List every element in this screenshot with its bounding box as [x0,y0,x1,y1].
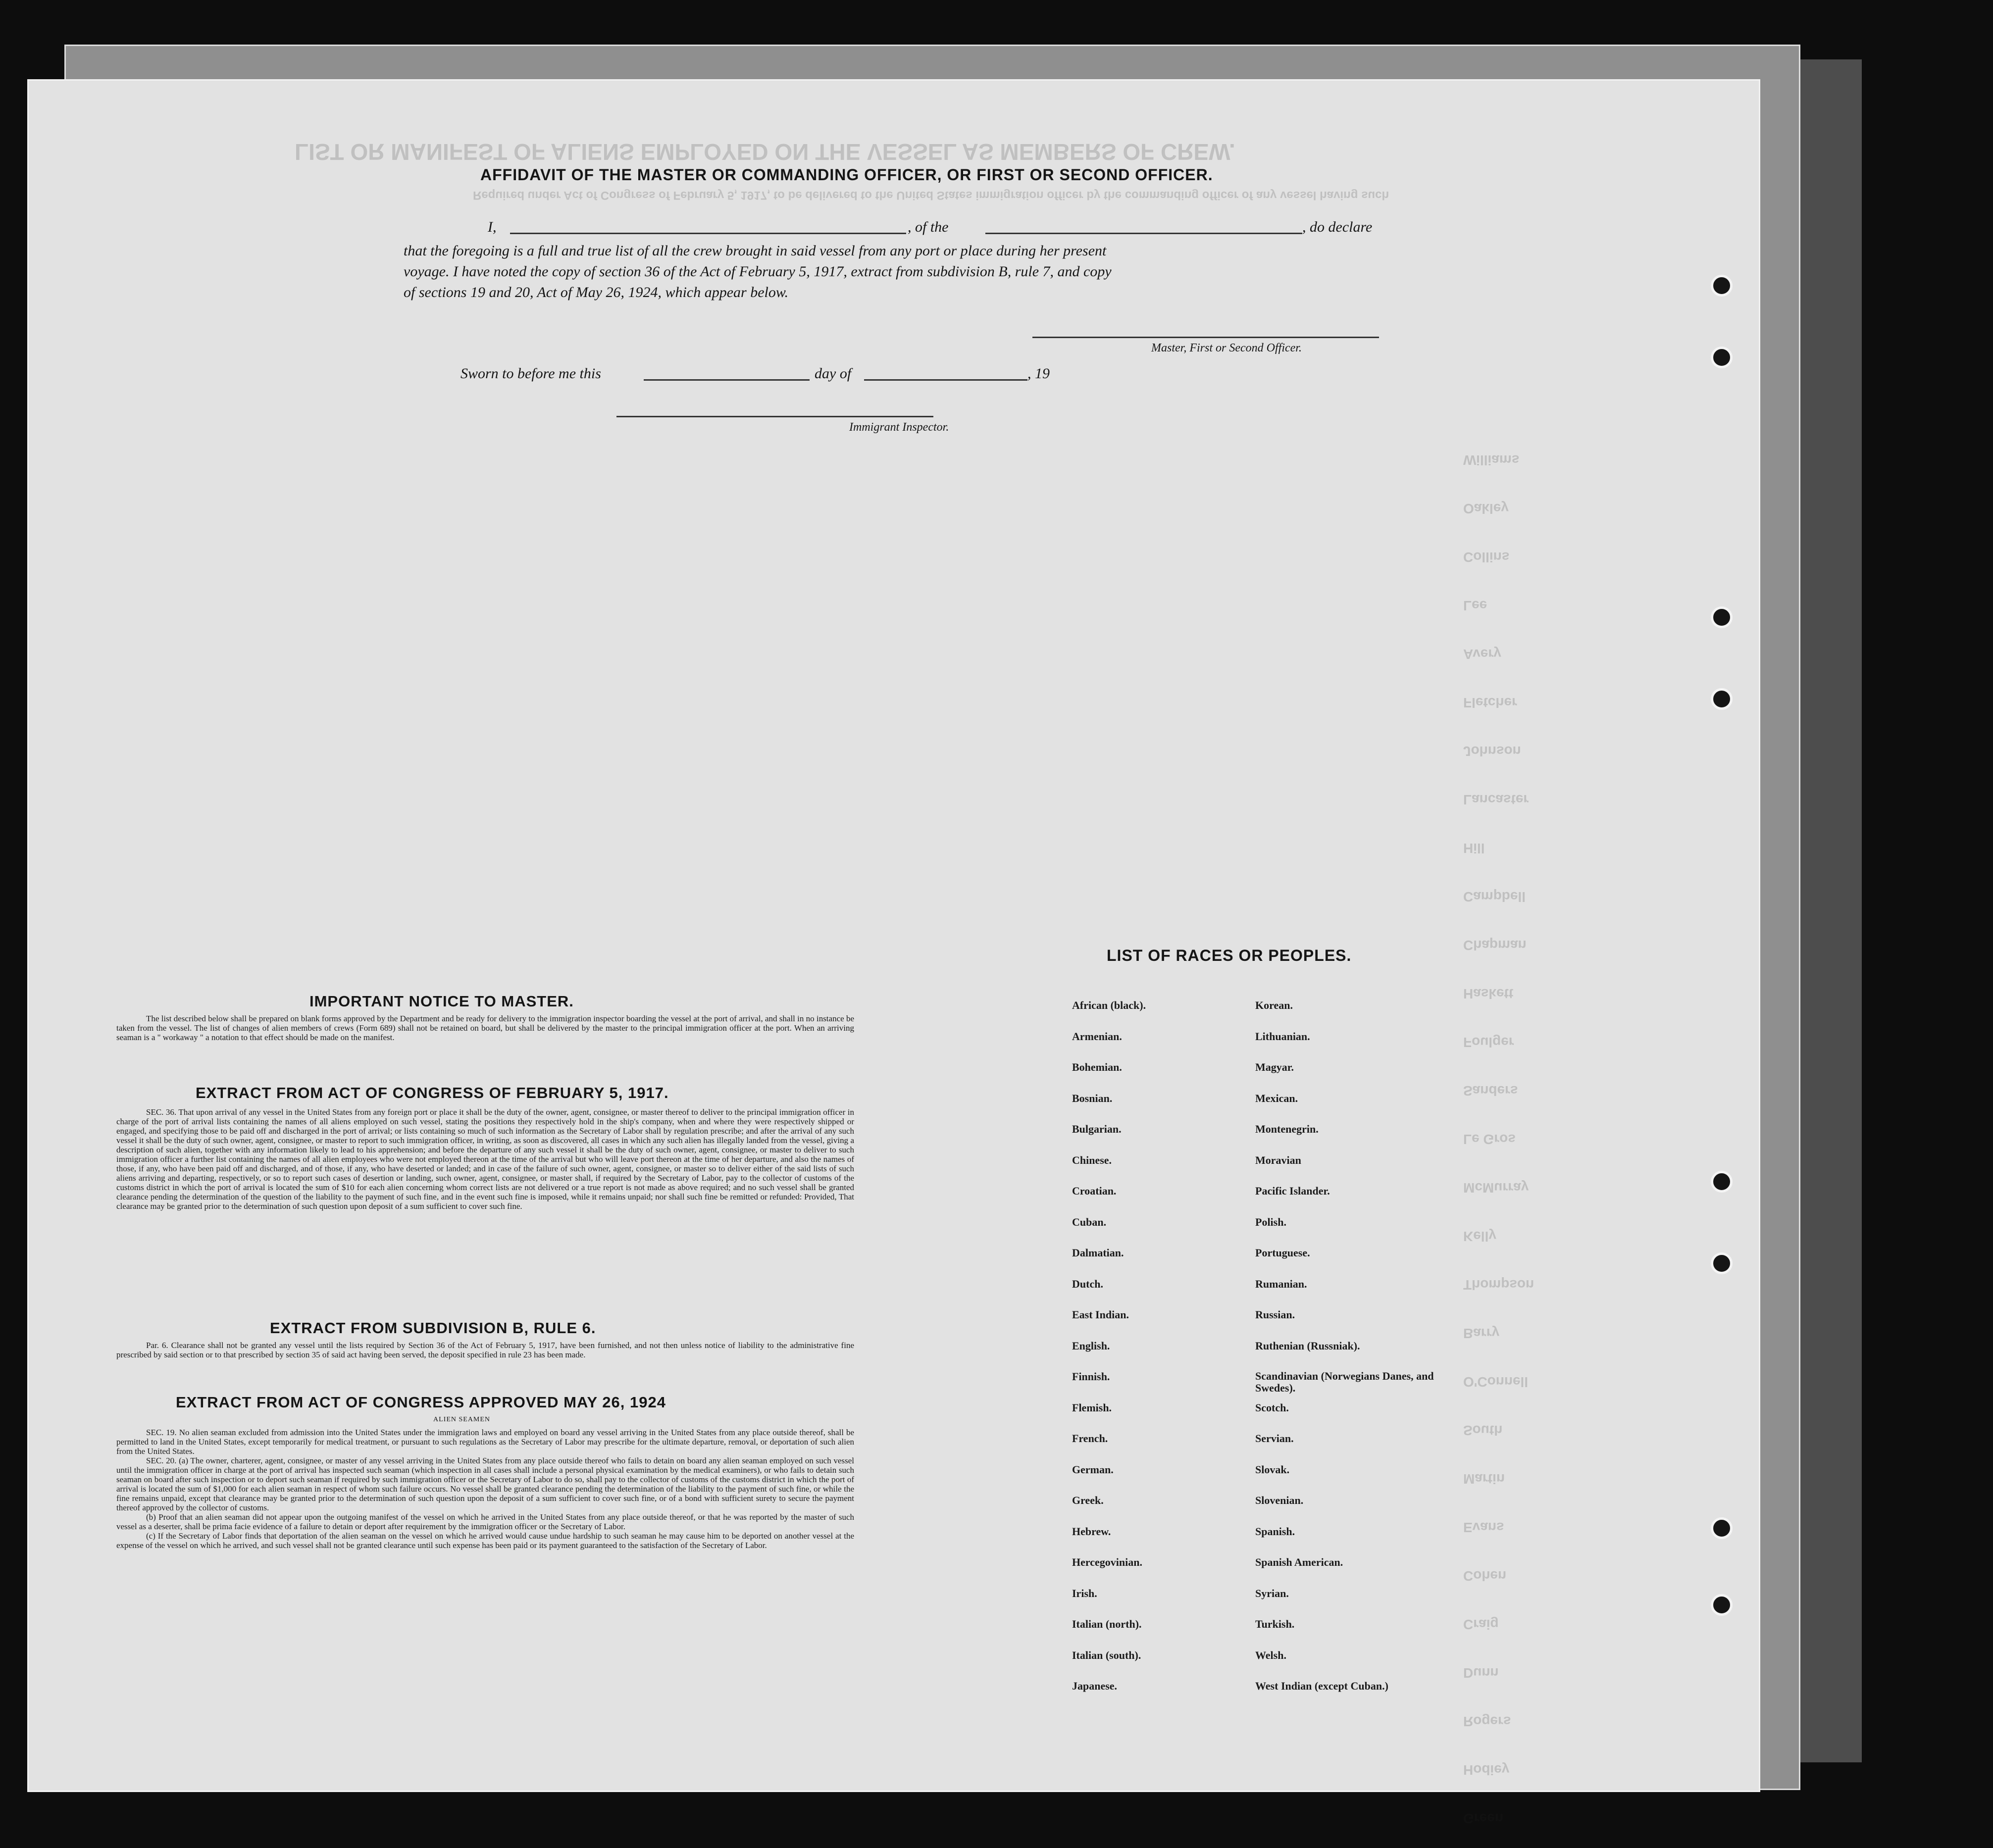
extract-1924-title: EXTRACT FROM ACT OF CONGRESS APPROVED MAY 26, 1924 [176,1394,666,1411]
master-signature-field[interactable] [1032,337,1379,338]
bleedthrough-name: Evans [1463,1520,1504,1535]
sec19-text: SEC. 19. No alien seaman excluded from admission into the United States under the immigration laws and employed on board any vessel arriving in the United States from any place outside thereof, shall be permitted to land in the United States, except temporarily for medical treatment, or pursuant to such regulations as the Secretary of Labor may prescribe for the ultimate departure, removal, or deportation of such alien from the United States. [116,1428,854,1456]
extract-1917-text: SEC. 36. That upon arrival of any vessel in the United States from any foreign port or place it shall be the duty of the owner, agent, consignee, or master thereof to deliver to the principal immigration officer in charge of the port of arrival lists containing the names of all aliens employed on such vessel, stating the positions they respectively hold in the ship's company, when and where they were respectively shipped or engaged, and specifying those to be paid off and discharged in the port of arrival; or lists containing so much of such information as the Secretary of Labor shall by regulation prescribe; and after the arrival of any such vessel it shall be the duty of such owner, agent, consignee, or master to report to such immigration officer, in writing, as soon as discovered, all cases in which any such alien has illegally landed from the vessel, giving a description of such alien, together with any information likely to lead to his apprehension; and before the departure of any such vessel it shall be the duty of such owner, agent, consignee, or master to deliver to such immigration officer a further list containing the names of all alien employees who were not employed thereon at the time of the arrival but who will leave port thereon at the time of her departure, and also the names of those, if any, who have been paid off and discharged, and of those, if any, who have deserted or landed; and in case of the failure of such owner, agent, consignee, or master so to deliver either of the said lists of such aliens arriving and departing, respectively, or so to report such cases of desertion or landing, such owner, agent, consignee, or master shall, if required by the Secretary of Labor, pay to the collector of customs of the customs district in which the port of arrival is located the sum of $10 for each alien concerning whom correct lists are not delivered or a true report is not made as above required; and no such vessel shall be granted clearance pending the determination of the question of the liability to the payment of such fine, and in the event such fine is imposed, while it remains unpaid; nor shall such fine be remitted or refunded: Provided, That clearance may be granted prior to the determination of such question upon deposit of a sum sufficient to cover such fine. [116,1107,854,1211]
bleedthrough-name: Collins [1463,549,1510,565]
race-item: Flemish. [1072,1401,1112,1414]
race-item: Japanese. [1072,1680,1118,1692]
bleedthrough-name: Green [1463,1811,1503,1826]
punch-hole [1711,1171,1733,1193]
bleedthrough-name: Foulger [1463,1035,1514,1050]
race-item: Rumanian. [1255,1277,1307,1290]
race-item: Dalmatian. [1072,1247,1124,1259]
race-item: Scandinavian (Norwegians Danes, and Swedes). [1255,1370,1434,1394]
bleedthrough-name: Le Gros [1463,1132,1516,1147]
race-item: Lithuanian. [1255,1030,1310,1043]
race-item: German. [1072,1463,1114,1476]
race-item: Spanish American. [1255,1556,1343,1568]
race-item: East Indian. [1072,1308,1129,1321]
vessel-name-field[interactable] [985,233,1302,234]
bleedthrough-name: Kelly [1463,1229,1496,1244]
race-item: Slovenian. [1255,1494,1304,1506]
bleedthrough-name: McMurray [1463,1180,1529,1196]
sworn-start: Sworn to before me this [460,365,601,382]
bleedthrough-name: Lee [1463,598,1487,613]
affidavit-line1-start: I, [488,219,497,235]
race-item: Finnish. [1072,1370,1110,1383]
race-item: Greek. [1072,1494,1104,1506]
race-item: Welsh. [1255,1648,1286,1661]
affidavit-line4: of sections 19 and 20, Act of May 26, 1924, which appear below. [404,284,789,300]
race-item: Croatian. [1072,1185,1117,1197]
race-item: Mexican. [1255,1092,1298,1104]
race-item: Cuban. [1072,1215,1107,1228]
extract-1917-title: EXTRACT FROM ACT OF CONGRESS OF FEBRUARY 5, 1917. [196,1084,669,1101]
sec20c-text: (c) If the Secretary of Labor finds that deportation of the alien seaman on the vessel on which he arrived would cause undue hardship to such seaman he may cause him to be deported on another vessel at the expense of the vessel on which he arrived, and such vessel shall not be granted clearance until such expense has been paid or its payment guaranteed to the satisfaction of the Secretary of Labor. [116,1531,854,1550]
bleedthrough-name: South [1463,1423,1503,1438]
bleedthrough-name: O'Connell [1463,1374,1529,1390]
bleedthrough-name: Haskett [1463,986,1514,1001]
affidavit-title: AFFIDAVIT OF THE MASTER OR COMMANDING OFFICER, OR FIRST OR SECOND OFFICER. [480,166,1213,184]
bleedthrough-name: Barry [1463,1326,1500,1341]
race-item: African (black). [1072,999,1146,1011]
extract-1924-body [116,1428,854,1550]
bleedthrough-name: Oakley [1463,501,1509,516]
bleedthrough-name: Hodiey [1463,1762,1510,1778]
bleedthrough-name: Chapman [1463,938,1527,953]
race-item: Hercegovinian. [1072,1556,1142,1568]
race-item: Russian. [1255,1308,1295,1321]
bleedthrough-name: Fletcher [1463,695,1517,710]
race-item: Hebrew. [1072,1525,1111,1538]
race-item: Moravian [1255,1153,1301,1166]
race-item: Scotch. [1255,1401,1289,1414]
bleedthrough-name: Lancaster [1463,792,1529,807]
race-item: French. [1072,1432,1108,1445]
inspector-caption: Immigrant Inspector. [849,421,949,434]
race-item: Syrian. [1255,1587,1289,1599]
sworn-mid: day of [815,365,852,382]
race-item: Turkish. [1255,1618,1295,1630]
race-item: Bosnian. [1072,1092,1113,1104]
document-page [27,79,1760,1826]
affidavit-line1-mid: , of the [908,219,949,235]
extract-1917-body [116,1107,854,1211]
bleedthrough-name: Thompson [1463,1277,1534,1293]
bleedthrough-name: Sanders [1463,1083,1518,1099]
race-item: Italian (south). [1072,1648,1141,1661]
race-item: Chinese. [1072,1153,1112,1166]
race-item: Servian. [1255,1432,1294,1445]
race-item: Bulgarian. [1072,1123,1122,1135]
bleedthrough-name: Campbell [1463,889,1526,904]
bleedthrough-name: Williams [1463,452,1520,468]
races-title: LIST OF RACES OR PEOPLES. [1107,947,1352,964]
affidavit-line2: that the foregoing is a full and true list of all the crew brought in said vessel from any port or place during her present [404,243,1107,259]
race-item: Portuguese. [1255,1247,1310,1259]
bleedthrough-subheader: Required under Act of Congress of February 5, 1917, to be delivered to the United States immigration officer by the commanding officer of any vessel having such [473,189,1389,202]
race-item: Armenian. [1072,1030,1122,1043]
race-item: Slovak. [1255,1463,1290,1476]
punch-hole [1711,688,1733,710]
race-item: Irish. [1072,1587,1097,1599]
race-item: English. [1072,1339,1110,1352]
inspector-signature-field[interactable] [616,416,933,417]
race-item: Montenegrin. [1255,1123,1319,1135]
affidavit-line3: voyage. I have noted the copy of section 36 of the Act of February 5, 1917, extract from subdivision B, rule 7, and copy [404,263,1112,280]
bleedthrough-name: Hill [1463,841,1485,856]
races-right-column [1255,999,1443,1711]
race-item: Spanish. [1255,1525,1295,1538]
punch-hole [1711,1594,1733,1616]
race-item: Ruthenian (Russniak). [1255,1339,1360,1352]
sec20a-text: SEC. 20. (a) The owner, charterer, agent, consignee, or master of any vessel arriving in the United States from any place outside thereof who fails to detain on board any alien seaman employed on such vessel until the immigration officer in charge at the port of arrival has inspected such seaman (which inspection in all cases shall include a personal physical examination by the medical examiners), or who fails to detain such seaman on board after such inspection or to deport such seaman if required by such immigration officer or the Secretary of Labor to do so, shall pay to the collector of customs of the customs district in which the port of arrival is located the sum of $1,000 for each alien seaman in respect of whom such failure occurs. No vessel shall be granted clearance pending the determination of the liability to the payment of such fine, or while the fine remains unpaid, except that clearance may be granted prior to the determination of such question upon the deposit of a sum sufficient to cover such fine, or of a bond with sufficient surety to secure the payment thereof approved by the collector of customs. [116,1456,854,1512]
race-item: West Indian (except Cuban.) [1255,1680,1388,1692]
bleedthrough-name: Avery [1463,647,1501,662]
notice-body [116,1014,854,1042]
bleedthrough-name: Cohen [1463,1568,1507,1584]
race-item: Magyar. [1255,1061,1294,1073]
rule6-title: EXTRACT FROM SUBDIVISION B, RULE 6. [270,1319,596,1337]
bleedthrough-header: LIST OR MANIFEST OF ALIENS EMPLOYED ON THE VESSEL AS MEMBERS OF CREW. [295,139,1235,165]
race-item: Korean. [1255,999,1293,1011]
notice-text: The list described below shall be prepared on blank forms approved by the Department and be ready for delivery to the immigration inspector boarding the vessel at the port of arrival, and shall in no instance be taken from the vessel. The list of changes of alien members of crews (Form 689) shall not be retained on board, but shall be delivered by the master to the principal immigration officer at the port. When an arriving seaman is a " workaway " a notation to that effect should be made on the manifest. [116,1014,854,1042]
sec20b-text: (b) Proof that an alien seaman did not appear upon the outgoing manifest of the vessel on which he arrived in the United States from any place outside thereof, or that he was reported by the master of such vessel as a deserter, shall be prima facie evidence of a failure to detain or deport after requirement by the immigration officer or the Secretary of Labor. [116,1512,854,1531]
bleedthrough-name: Rogers [1463,1714,1511,1729]
race-item: Polish. [1255,1215,1286,1228]
sworn-end: , 19 [1027,365,1050,382]
master-signature-caption: Master, First or Second Officer. [1151,342,1302,354]
bleedthrough-name: Dunn [1463,1665,1499,1681]
punch-hole [1711,347,1733,368]
bleedthrough-name: Craig [1463,1617,1499,1632]
notice-title: IMPORTANT NOTICE TO MASTER. [309,993,574,1010]
alien-seamen-subtitle: ALIEN SEAMEN [433,1416,491,1423]
punch-hole [1711,606,1733,628]
punch-hole [1711,1517,1733,1539]
sworn-month-field[interactable] [864,379,1027,381]
bleedthrough-name: Johnson [1463,744,1521,759]
race-item: Dutch. [1072,1277,1103,1290]
bleedthrough-name: Martin [1463,1471,1505,1487]
races-left-column [1072,999,1146,1711]
sworn-day-field[interactable] [644,379,810,381]
race-item: Pacific Islander. [1255,1185,1330,1197]
declarant-name-field[interactable] [510,233,906,234]
punch-hole [1711,275,1733,297]
affidavit-line1-end: , do declare [1302,219,1373,235]
rule6-text: Par. 6. Clearance shall not be granted any vessel until the lists required by Section 36 of the Act of February 5, 1917, have been furnished, and not then unless notice of liability to the administrative fine prescribed by said section or to that prescribed by section 35 of said act having been served, the deposit specified in rule 23 has been made. [116,1341,854,1359]
bleedthrough-names [1463,436,1612,1843]
punch-hole [1711,1252,1733,1274]
rule6-body [116,1341,854,1359]
race-item: Italian (north). [1072,1618,1142,1630]
race-item: Bohemian. [1072,1061,1122,1073]
